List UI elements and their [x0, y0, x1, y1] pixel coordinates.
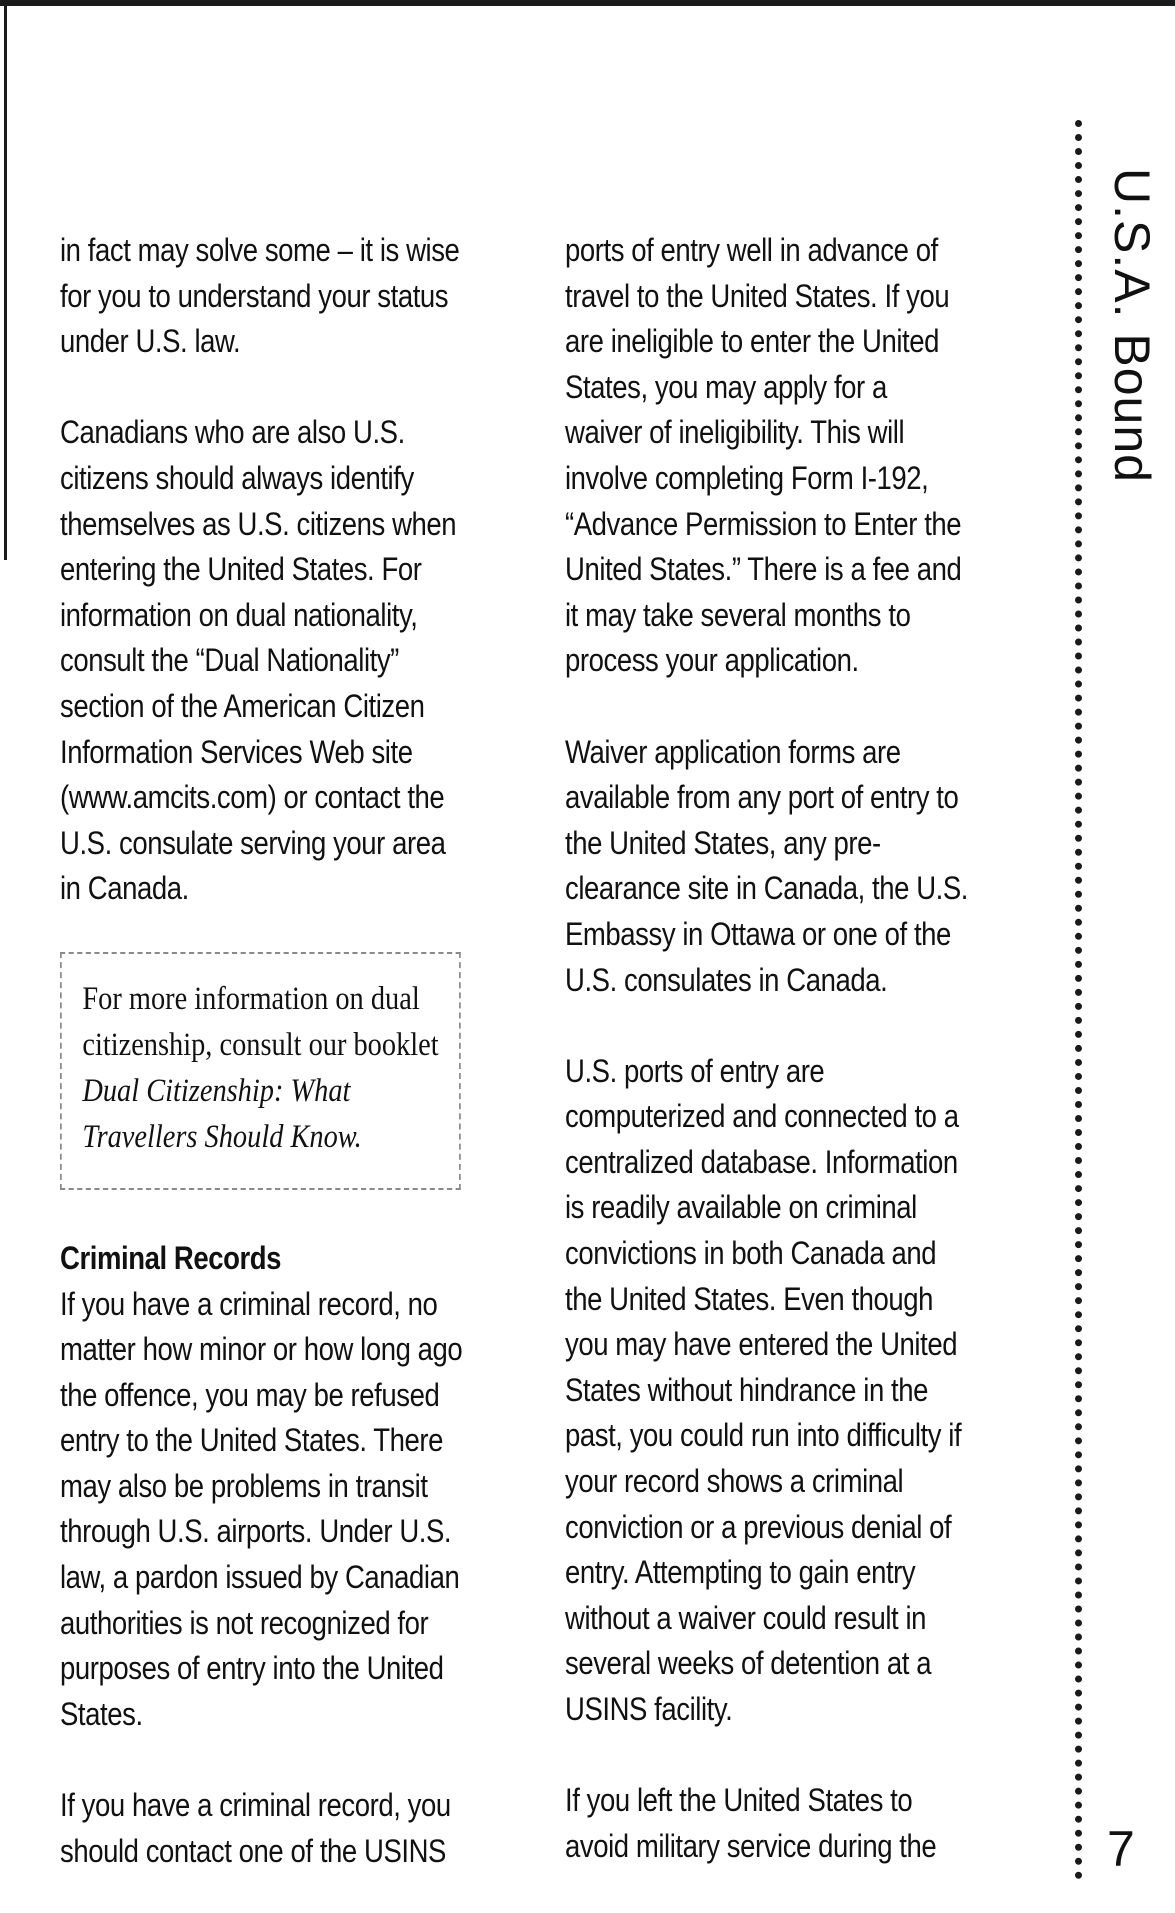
paragraph-waiver-forms: Waiver application forms are available from any port of entry to the United States, any pre-clearance site in Canada, the U.S. Embassy in Ottawa or one of the U.S. consulates in Canada.: [565, 733, 969, 998]
dual-citizenship-info-box: [60, 952, 461, 1190]
dotted-divider: [1075, 120, 1082, 1880]
paragraph-dual-citizens: Canadians who are also U.S. citizens should always identify themselves as U.S. citizens when entering the United States. For information on dual nationality, consult the “Dual Nationality” section of the American Citizen Information Services Web site (www.amcits.com) or contact the U.S. consulate serving your area in Canada.: [60, 414, 457, 907]
paragraph-computerized-ports: U.S. ports of entry are computerized and connected to a centralized database. Information is readily available on criminal convictions in both Canada and the United States. Even though you may have entered the United States without hindrance in the past, you could run into difficulty if your record shows a criminal conviction or a previous denial of entry. Attempting to gain entry without a waiver could result in several weeks of detention at a USINS facility.: [565, 1052, 962, 1727]
right-column: [565, 228, 969, 1869]
top-border-line: [0, 0, 1175, 6]
paragraph-criminal-record: If you have a criminal record, no matter how minor or how long ago the offence, you may be refused entry to the United States. There may also be problems in transit through U.S. airports. Under U.S. law, a pardon issued by Canadian authorities is not recognized for purposes of entry into the United States.: [60, 1285, 463, 1732]
paragraph-contact-usins: If you have a criminal record, you should contact one of the USINS: [60, 1787, 451, 1869]
section-heading-criminal-records: Criminal Records: [60, 1239, 281, 1276]
paragraph-waiver: ports of entry well in advance of travel to the United States. If you are ineligible to enter the United States, you may apply for a waiver of ineligibility. This will involve completing Form I-192, “Advance Permission to Enter the United States.” There is a fee and it may take several months to process your application.: [565, 232, 962, 679]
info-box-text: For more information on dual citizenship, consult our booklet: [82, 980, 439, 1063]
paragraph-status: in fact may solve some – it is wise for you to understand your status under U.S. law.: [60, 232, 460, 360]
left-column: [60, 228, 464, 1874]
paragraph-military-service: If you left the United States to avoid military service during the: [565, 1782, 937, 1864]
running-title: U.S.A. Bound: [1104, 168, 1160, 483]
sidebar: [1045, 0, 1175, 1913]
page-number: 7: [1107, 1821, 1135, 1877]
booklet-title: Dual Citizenship: What Travellers Should Know.: [82, 1072, 362, 1155]
left-border-line: [4, 0, 7, 560]
